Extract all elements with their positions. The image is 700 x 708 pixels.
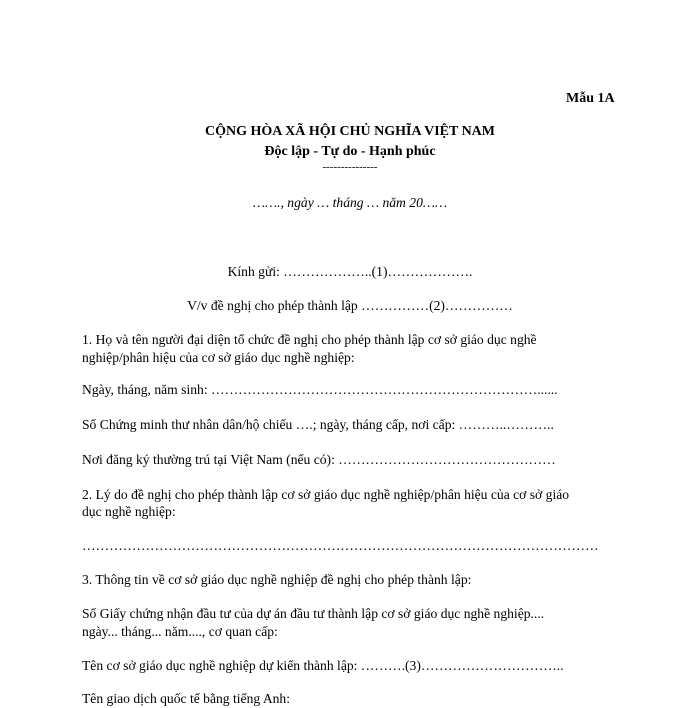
section2-heading-cont: dục nghề nghiệp:: [82, 504, 176, 519]
reason-blank: ……………………………………………………………………………………………………: [82, 538, 599, 553]
english-name-field: Tên giao dịch quốc tế bằng tiếng Anh:: [82, 691, 291, 706]
dob-field: Ngày, tháng, năm sinh: ………………………………………………………………......: [82, 382, 558, 397]
investment-cert-field: Số Giấy chứng nhận đầu tư của dự án đầu tư thành lập cơ sở giáo dục nghề nghiệp....: [82, 606, 545, 621]
id-card-field: Số Chứng minh thư nhân dân/hộ chiếu ….; ngày, tháng cấp, nơi cấp: ………..………..: [82, 417, 554, 432]
section3-heading: 3. Thông tin về cơ sở giáo dục nghề nghiệp đề nghị cho phép thành lập:: [82, 572, 472, 587]
date-line: ……., ngày … tháng … năm 20……: [252, 195, 448, 210]
national-motto: Độc lập - Tự do - Hạnh phúc: [264, 144, 436, 159]
section1-heading: 1. Họ và tên người đại diện tổ chức đề nghị cho phép thành lập cơ sở giáo dục nghề: [82, 332, 537, 347]
section2-heading: 2. Lý do đề nghị cho phép thành lập cơ sở giáo dục nghề nghiệp/phân hiệu của cơ sở giáo: [82, 487, 570, 502]
header-rule: ---------------: [322, 161, 378, 173]
form-code: Mẫu 1A: [566, 91, 615, 106]
country-name: CỘNG HÒA XÃ HỘI CHỦ NGHĨA VIỆT NAM: [204, 124, 495, 139]
section1-heading-cont: nghiệp/phân hiệu của cơ sở giáo dục nghề nghiệp:: [82, 350, 355, 365]
planned-name-field: Tên cơ sở giáo dục nghề nghiệp dự kiến thành lập: ……….(3)…………………………..: [82, 658, 564, 673]
recipient-line: Kính gửi: ………………..(1)……………….: [227, 264, 473, 279]
investment-cert-field-cont: ngày... tháng... năm...., cơ quan cấp:: [82, 624, 278, 639]
residence-field: Nơi đăng ký thường trú tại Việt Nam (nếu có): …………………………………………: [82, 452, 556, 467]
subject-line: V/v đề nghị cho phép thành lập ……………(2)……………: [187, 298, 513, 313]
